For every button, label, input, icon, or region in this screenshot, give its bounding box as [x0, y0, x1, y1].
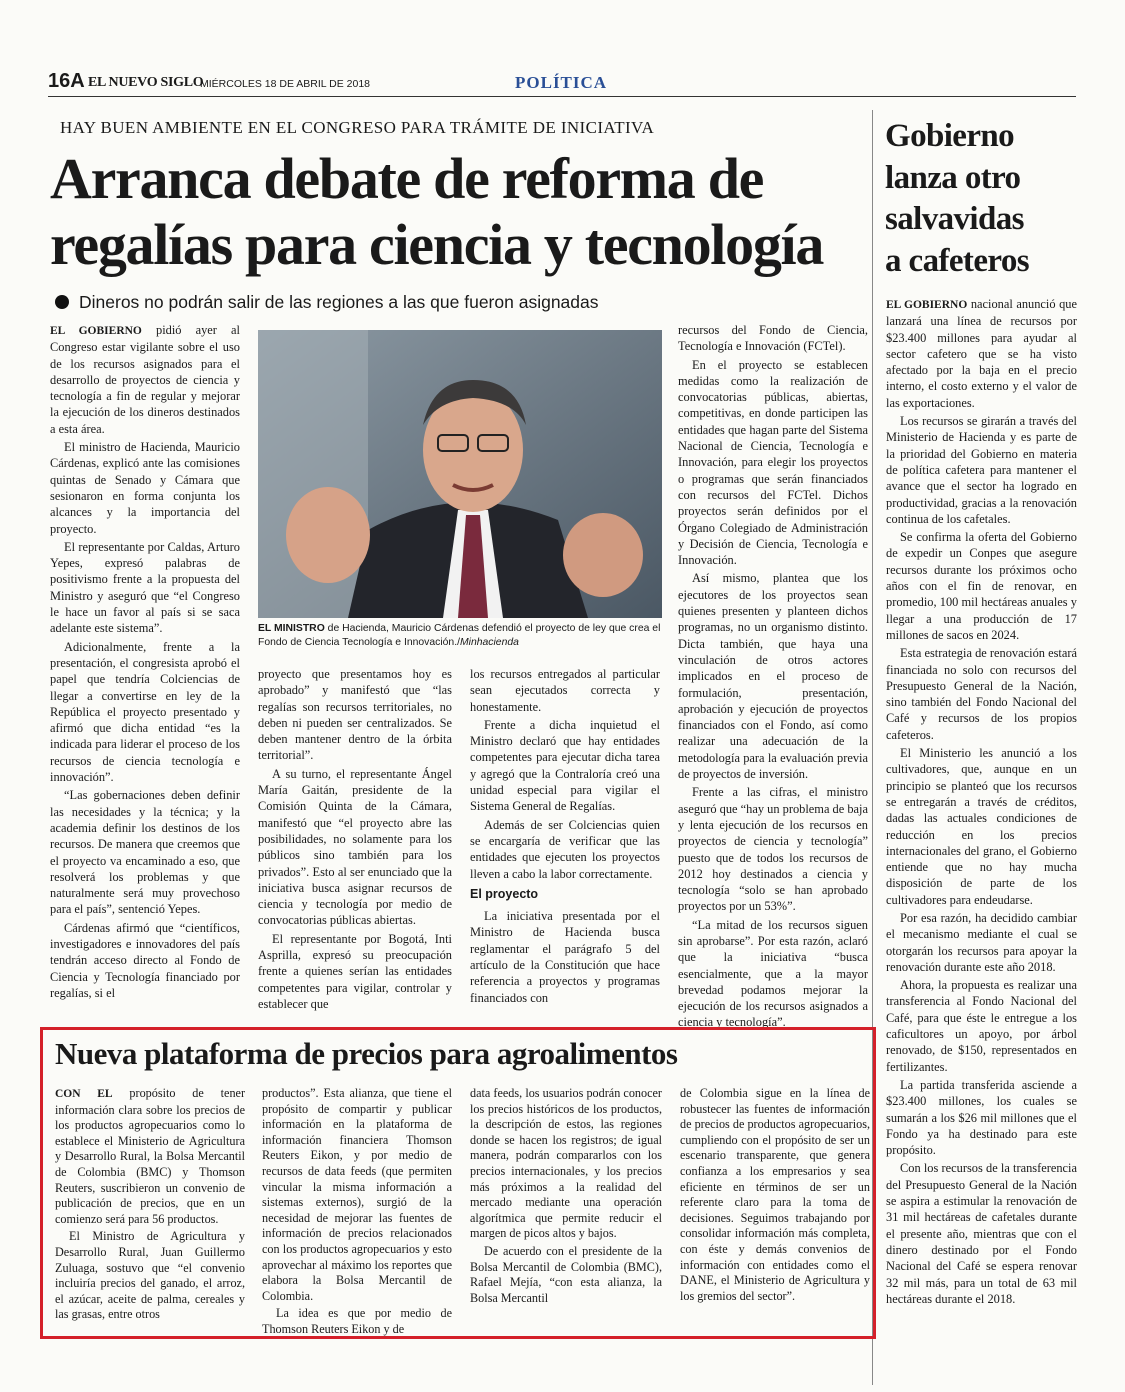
- headline-line: Gobierno: [885, 118, 1015, 154]
- sidebar-column: [886, 296, 1077, 1309]
- headline-line: a cafeteros: [885, 242, 1029, 279]
- box-headline: Nueva plataforma de precios para agroalimentos: [55, 1036, 678, 1071]
- headline-line: regalías para ciencia y tecnología: [50, 212, 824, 277]
- photo-credit: Minhacienda: [460, 637, 519, 648]
- paragraph: Además de ser Colciencias quien se encargaría de verificar que las entidades que ejecuten los proyectos lleven a cabo la labor correctamente.: [470, 817, 660, 881]
- paragraph-text: pidió ayer al Congreso estar vigilante sobre el uso de los recursos asignados para el desarrollo de proyectos de ciencia y tecnología a fin de regular y mejorar la ejecución de los dineros destinados a esta área.: [50, 323, 240, 436]
- article-column-2: [258, 666, 452, 1014]
- paragraph: [50, 322, 240, 437]
- paragraph: Cárdenas afirmó que “científicos, investigadores e innovadores del país tendrán acceso directo al Fondo de Ciencia y Tecnología financiado por regalías, si el: [50, 920, 240, 1000]
- paragraph: de Colombia sigue en la línea de robustecer las fuentes de información de precios de productos agropecuarios, cumpliendo con el propósito de ser un escenario transparente, que genera confianza a los empresarios y sea eficiente en términos de ser un referente claro para la toma de decisiones. Seguimos trabajando por consolidar información más completa, con éste y demás convenios de información con entidades como el DANE, el Ministerio de Agricultura y los gremios del sector”.: [680, 1086, 870, 1303]
- box-column-4: [680, 1086, 870, 1306]
- paragraph: Adicionalmente, frente a la presentación, el congresista aprobó el papel que tendría Colciencias de llegar a convertirse en ley de la República el proyecto presentado y afirmó que dicha entidad “es la indicada para liderar el proceso de los recursos de ciencia tecnología e innovación”.: [50, 639, 240, 785]
- page-number: 16A: [48, 70, 85, 92]
- paragraph: los recursos entregados al particular sean ejecutados correcta y honestamente.: [470, 667, 660, 714]
- article-subhead: [55, 292, 599, 313]
- photo-illustration: [258, 330, 662, 618]
- paragraph-text: propósito de tener información clara sobre los precios de los productos agropecuarios como lo establece el Ministerio de Agricultura y Desarrollo Rural, la Bolsa Mercantil de Colombia (BMC) y Thomson Reuters, suscribieron un convenio de publicación de precios, que en un comienzo será para 56 productos.: [55, 1086, 246, 1226]
- section-subtitle: El proyecto: [470, 886, 539, 901]
- subhead-text: Dineros no podrán salir de las regiones a las que fueron asignadas: [79, 292, 599, 312]
- paragraph: Esta estrategia de renovación estará financiada no solo con recursos del Presupuesto General de la Nación, sino también del Fondo Nacional del Café y recursos de los propios cafeteros.: [886, 646, 1077, 742]
- paragraph: Por esa razón, ha decidido cambiar el mecanismo mediante el cual se otorgarán los recursos para apoyar la renovación durante este año 2018.: [886, 910, 1077, 974]
- caption-lead: EL MINISTRO: [258, 623, 325, 634]
- paragraph: De acuerdo con el presidente de la Bolsa Mercantil de Colombia (BMC), Rafael Mejía, “con esta alianza, la Bolsa Mercantil: [470, 1243, 662, 1305]
- paragraph: Frente a dicha inquietud el Ministro declaró que hay entidades competentes para ejecutar dicha tarea y agregó que la Contraloría creó una unidad especial para vigilar el Sistema General de Regalías.: [470, 717, 660, 814]
- paragraph: La iniciativa presentada por el Ministro de Hacienda busca reglamentar el parágrafo 5 del artículo de la Constitución que hace referencia a proyectos y programas financiados con: [470, 909, 660, 1005]
- caption-text: de Hacienda, Mauricio Cárdenas defendió el proyecto de ley que crea el Fondo de Ciencia Tecnología e Innovación./: [258, 623, 661, 648]
- header-rule: [48, 96, 1076, 97]
- paragraph-text: nacional anunció que lanzará una línea de recursos por $23.400 millones para ayudar al sector cafetero que se ha visto afectado por la baja en el precio interno, el costo externo y el valor de las exportaciones.: [886, 297, 1077, 410]
- paragraph: A su turno, el representante Ángel María Gaitán, presidente de la Comisión Quinta de la Cámara, manifestó que “el proyecto abre las posibilidades, no solamente para los públicos sino también para los privados”. Esto al ser enunciado que la iniciativa busca asignar recursos de ciencia y tecnología por medio de convocatorias públicas abiertas.: [258, 766, 452, 928]
- box-column-2: [262, 1086, 452, 1340]
- paragraph: El representante por Caldas, Arturo Yepes, expresó palabras de positivismo frente a la propuesta del Ministro y aseguró que “el Congreso le hace un favor al país si se saca adelante este sistema”.: [50, 539, 240, 636]
- lead-in: EL GOBIERNO: [886, 299, 968, 311]
- sidebar-headline: [885, 116, 1075, 282]
- paragraph: Frente a las cifras, el ministro aseguró que “hay un problema de baja y lenta ejecución de los recursos en proyectos de ciencia y tecnología” puesto que de todos los recursos de 2012 hoy destinados a ciencia y tecnología “solo se han aprobado proyectos por un 53%”.: [678, 785, 868, 914]
- article-column-3: [470, 666, 660, 1008]
- section-name: POLÍTICA: [515, 73, 608, 92]
- article-column-1: [50, 322, 240, 1003]
- lead-in: CON EL: [55, 1088, 113, 1100]
- bullet-icon: [55, 295, 69, 309]
- paragraph: Con los recursos de la transferencia del Presupuesto General de la Nación se aspira a estimular la renovación de 31 mil hectáreas de cafetales durante el presente año, mientras que con el dinero destinado por el Fondo Nacional del Café se espera renovar 32 mil más, para un total de 63 mil hectáreas durante el 2018.: [886, 1161, 1077, 1306]
- paragraph: data feeds, los usuarios podrán conocer los precios históricos de los productos, la descripción de estos, las regiones donde se hacen los registros; de igual manera, podrán compararlos con los precios internacionales, y los precios más próximos a la realidad del mercado mediante una operación algorítmica que permite reducir el margen de picos altos y bajos.: [470, 1086, 662, 1241]
- article-kicker: HAY BUEN AMBIENTE EN EL CONGRESO PARA TRÁMITE DE INICIATIVA: [60, 118, 655, 137]
- headline-line: lanza otro: [885, 159, 1021, 196]
- publication-date: MIÉRCOLES 18 DE ABRIL DE 2018: [200, 78, 371, 90]
- paragraph: El Ministerio les anunció a los cultivadores, que, aunque en un principio se planteó que los recursos se entregarán a través de créditos, dadas las actuales condiciones de reducción en los precios internacionales del grano, el Gobierno entiende que no hay mucha disposición de parte de los cultivadores para endeudarse.: [886, 746, 1077, 907]
- paragraph: proyecto que presentamos hoy es aprobado” y manifestó que “las regalías son recursos territoriales, no deben ni pueden ser centralizados. Se deben mantener dentro de la órbita territorial”.: [258, 667, 452, 763]
- paragraph: productos”. Esta alianza, que tiene el propósito de compartir y publicar información en la plataforma de información financiera Thomson Reuters Eikon, y por medio de recursos de data feeds (que permiten vincular la misma información a sistemas externos), surgió de la necesidad de mejorar las fuentes de información de precios relacionados con los productos agropecuarios y esto aprovechar al máximo los reportes que elabora la Bolsa Mercantil de Colombia.: [262, 1086, 452, 1303]
- paragraph: [55, 1086, 245, 1227]
- paragraph: La idea es que por medio de Thomson Reuters Eikon y de: [262, 1306, 452, 1336]
- paragraph: El ministro de Hacienda, Mauricio Cárdenas, explicó ante las comisiones quintas de Senado y Cámara que sesionaron en forma conjunta los alcances y la importancia del proyecto.: [50, 440, 240, 536]
- article-headline: [50, 146, 850, 278]
- paragraph: El representante por Bogotá, Inti Asprilla, expresó su preocupación frente a quienes serían las entidades competentes para vigilar, controlar y establecer que: [258, 931, 452, 1011]
- paragraph: [886, 296, 1077, 411]
- paragraph: Los recursos se girarán a través del Ministerio de Hacienda y es parte de la prioridad del Gobierno en materia de política cafetera para mantener el avance que el sector ha logrado en productividad, gracias a la renovación continua de los cafetales.: [886, 414, 1077, 526]
- paragraph: En el proyecto se establecen medidas como la realización de convocatorias públicas, abiertas, competitivas, en donde participen las entidades que hagan parte del Sistema Nacional de Ciencia, Tecnología e Innovación, para elegir los proyectos o programas que serán financiados con recursos del FCTel. Dichos proyectos serán definidos por el Órgano Colegiado de Administración y Decisión de Ciencia, Tecnología e Innovación.: [678, 357, 868, 568]
- paragraph: recursos del Fondo de Ciencia, Tecnología e Innovación (FCTel).: [678, 323, 868, 354]
- paragraph: Ahora, la propuesta es realizar una transferencia al Fondo Nacional del Café, para que éste le entregue a los caficultores un apoyo, por árbol renovado, de $150, representados en fertilizantes.: [886, 978, 1077, 1074]
- minister-photo: [258, 330, 662, 618]
- article-column-4: [678, 322, 868, 1033]
- box-column-3: [470, 1086, 662, 1308]
- headline-line: Arranca debate de reforma de: [50, 146, 764, 211]
- headline-line: salvavidas: [885, 201, 1024, 237]
- box-column-1: [55, 1086, 245, 1325]
- paragraph: El Ministro de Agricultura y Desarrollo Rural, Juan Guillermo Zuluaga, sostuvo que “el convenio incluiría precios del ganado, el arroz, el azúcar, aceite de palma, cereales y las grasas, entre otros: [55, 1229, 245, 1322]
- paragraph: Se confirma la oferta del Gobierno de expedir un Conpes que asegure recursos durante los próximos ocho años con el fin de renovar, en promedio, 100 mil hectáreas anuales y llegar a una producción de 17 millones de sacos en 2024.: [886, 530, 1077, 642]
- paragraph: La partida transferida asciende a $23.400 millones, los cuales se sumarán a los $26 mil millones que el Fondo ya ha destinado para este propósito.: [886, 1077, 1077, 1158]
- newspaper-name: EL NUEVO SIGLO: [88, 75, 204, 90]
- photo-caption: [258, 622, 666, 650]
- paragraph: “La mitad de los recursos siguen sin aprobarse”. Por esta razón, aclaró que la iniciativa “busca esencialmente, que a la mayor brevedad podamos mejorar la ejecución de los recursos asignados a ciencia y tecnología”.: [678, 917, 868, 1030]
- paragraph: “Las gobernaciones deben definir las necesidades y la técnica; y la academia definir los destinos de los recursos. De manera que creemos que el proyecto va encaminado a eso, que resolverá los problemas y que naturalmente será muy provechoso para el país”, sentenció Yepes.: [50, 788, 240, 917]
- lead-in: EL GOBIERNO: [50, 325, 142, 337]
- paragraph: Así mismo, plantea que los ejecutores de los proyectos sean quienes presenten y planteen dichos programas, no un organismo distinto. Dicta también, que haya una vinculación de otros actores implicados en el proceso de formulación, presentación, aprobación y ejecución de proyectos financiados con el Fondo, así como realizar una adecuación de la metodología para la evaluación previa de proyectos de inversión.: [678, 571, 868, 782]
